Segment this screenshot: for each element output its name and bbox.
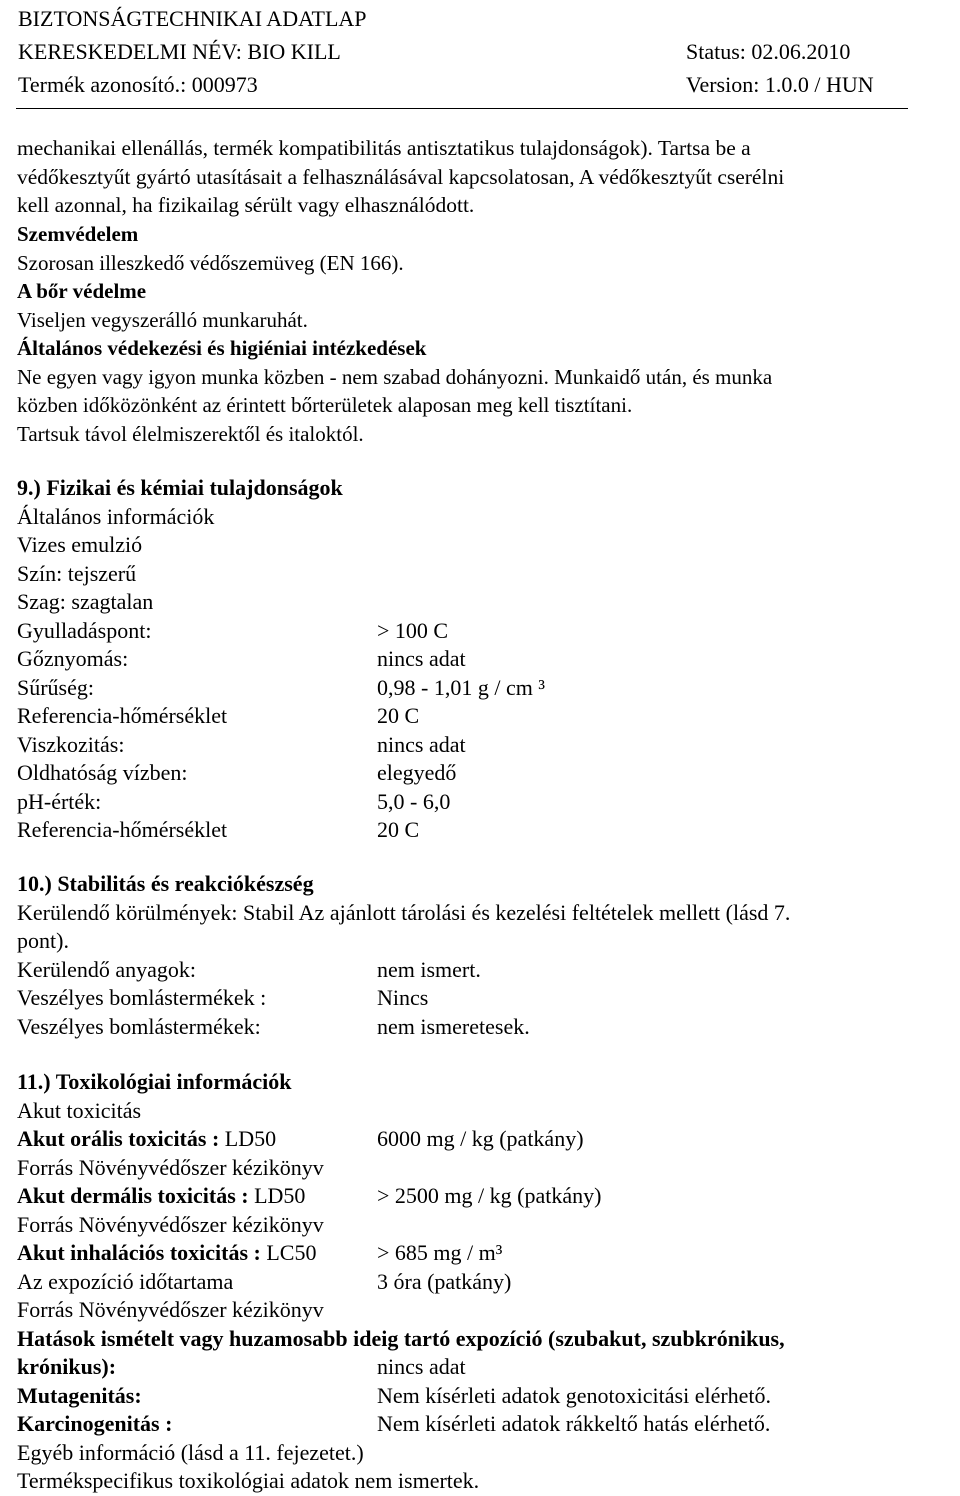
product-id: Termék azonosító.: 000973 — [18, 72, 258, 97]
property-row — [17, 816, 900, 845]
trade-name: KERESKEDELMI NÉV: BIO KILL — [18, 39, 341, 64]
stability-value: nem ismeretesek. — [377, 1013, 530, 1039]
property-label: pH-érték: — [17, 788, 102, 814]
source-line: Forrás Növényvédőszer kézikönyv — [17, 1297, 324, 1322]
property-row — [17, 702, 900, 731]
oral-toxicity-value: 6000 mg / kg (patkány) — [377, 1126, 584, 1151]
hygiene-text: Tartsuk távol élelmiszerektől és italoktól. — [17, 421, 364, 446]
section10 — [17, 870, 900, 1041]
header-divider — [16, 108, 908, 109]
inhalation-toxicity-type: LC50 — [260, 1240, 317, 1265]
inhalation-toxicity-row — [17, 1239, 900, 1268]
property-label: Referencia-hőmérséklet — [17, 703, 228, 728]
text-line: kell azonnal, ha fizikailag sérült vagy elhasználódott. — [17, 193, 475, 217]
property-label: Gőznyomás: — [17, 646, 129, 671]
status-date: Status: 02.06.2010 — [686, 39, 851, 64]
exposure-value: 3 óra (patkány) — [377, 1268, 512, 1294]
property-value: elegyedő — [377, 760, 457, 785]
repeated-exposure-heading: Hatások ismételt vagy huzamosabb ideig tartó expozíció (szubakut, szubkrónikus, — [17, 1325, 785, 1351]
carcinogenicity-value: Nem kísérleti adatok rákkeltő hatás elérhető. — [377, 1411, 771, 1436]
mutagenicity-value: Nem kísérleti adatok genotoxicitási elérhető. — [377, 1382, 772, 1408]
acute-toxicity: Akut toxicitás — [17, 1097, 142, 1123]
property-label: Gyulladáspont: — [17, 617, 152, 643]
exposure-row — [17, 1268, 900, 1297]
mutagenicity-row — [17, 1382, 900, 1411]
section9 — [17, 474, 900, 845]
dermal-toxicity-row — [17, 1182, 900, 1211]
hygiene-heading: Általános védekezési és higiéniai intézkedések — [17, 336, 427, 360]
property-row — [17, 674, 900, 703]
stability-label: Kerülendő anyagok: — [17, 956, 196, 982]
exposure-label: Az expozíció időtartama — [17, 1268, 234, 1294]
protection-block — [17, 220, 900, 448]
inhalation-toxicity-value: > 685 mg / m³ — [377, 1240, 503, 1265]
stability-value: nem ismert. — [377, 956, 481, 982]
source-line: Forrás Növényvédőszer kézikönyv — [17, 1154, 324, 1180]
property-value: > 100 C — [377, 617, 449, 643]
eye-protection-heading: Szemvédelem — [17, 222, 139, 246]
carcinogenicity-label: Karcinogenitás : — [17, 1411, 173, 1436]
header-product-row — [18, 70, 880, 100]
property-value: nincs adat — [377, 646, 466, 671]
dermal-toxicity-value: > 2500 mg / kg (patkány) — [377, 1183, 602, 1208]
repeated-exposure-value: nincs adat — [377, 1354, 466, 1379]
oral-toxicity-type: LD50 — [219, 1126, 277, 1151]
stability-row — [17, 956, 900, 985]
header-trade-name-row — [18, 37, 880, 67]
stability-value: Nincs — [377, 985, 429, 1010]
property-row — [17, 645, 900, 674]
conditions-text: pont). — [17, 928, 69, 953]
dermal-toxicity-type: LD50 — [248, 1183, 306, 1208]
property-value: 20 C — [377, 817, 420, 842]
section8-continuation — [17, 134, 900, 220]
document-title: BIZTONSÁGTECHNIKAI ADATLAP — [18, 6, 367, 31]
stability-label: Veszélyes bomlástermékek: — [17, 1013, 261, 1039]
general-info: Általános információk — [17, 503, 215, 529]
inhalation-toxicity-label: Akut inhalációs toxicitás : — [17, 1240, 261, 1265]
conditions-text: Kerülendő körülmények: Stabil Az ajánlott tárolási és kezelési feltételek mellett (lásd 7. — [17, 899, 791, 925]
oral-toxicity-row — [17, 1125, 900, 1154]
property-label: Referencia-hőmérséklet — [17, 817, 228, 842]
repeated-exposure-label: krónikus): — [17, 1354, 117, 1379]
eye-protection-text: Szorosan illeszkedő védőszemüveg (EN 166). — [17, 250, 404, 275]
property-row — [17, 788, 900, 817]
section10-heading: 10.) Stabilitás és reakciókészség — [17, 871, 314, 896]
dermal-toxicity-label: Akut dermális toxicitás : — [17, 1183, 249, 1208]
property-value: nincs adat — [377, 731, 466, 757]
odor: Szag: szagtalan — [17, 589, 154, 614]
text-line: mechanikai ellenállás, termék kompatibilitás antisztatikus tulajdonságok). Tartsa be a — [17, 136, 751, 160]
oral-toxicity-label: Akut orális toxicitás : — [17, 1126, 220, 1151]
product-specific-info: Termékspecifikus toxikológiai adatok nem ismertek. — [17, 1468, 480, 1493]
source-line: Forrás Növényvédőszer kézikönyv — [17, 1211, 324, 1237]
section11-heading: 11.) Toxikológiai információk — [17, 1069, 292, 1094]
color: Szín: tejszerű — [17, 560, 137, 586]
property-label: Viszkozitás: — [17, 731, 125, 757]
stability-row — [17, 1013, 900, 1042]
property-value: 20 C — [377, 703, 420, 728]
mutagenicity-label: Mutagenitás: — [17, 1382, 142, 1408]
hygiene-text: Ne egyen vagy igyon munka közben - nem szabad dohányozni. Munkaidő után, és munka — [17, 364, 773, 389]
property-label: Oldhatóság vízben: — [17, 760, 188, 785]
property-row — [17, 617, 900, 646]
section11 — [17, 1068, 900, 1496]
form: Vizes emulzió — [17, 532, 143, 557]
property-value: 0,98 - 1,01 g / cm ³ — [377, 674, 545, 700]
stability-row — [17, 984, 900, 1013]
repeated-exposure-row — [17, 1353, 900, 1382]
other-info: Egyéb információ (lásd a 11. fejezetet.) — [17, 1439, 364, 1465]
hygiene-text: közben időközönként az érintett bőrterületek alaposan meg kell tisztítani. — [17, 393, 633, 417]
stability-label: Veszélyes bomlástermékek : — [17, 985, 267, 1010]
section9-heading: 9.) Fizikai és kémiai tulajdonságok — [17, 475, 343, 500]
property-row — [17, 759, 900, 788]
carcinogenicity-row — [17, 1410, 900, 1439]
property-row — [17, 731, 900, 760]
property-label: Sűrűség: — [17, 674, 94, 700]
property-value: 5,0 - 6,0 — [377, 788, 451, 814]
text-line: védőkesztyűt gyártó utasításait a felhasználásával kapcsolatosan, A védőkesztyűt cserélni — [17, 164, 785, 189]
version: Version: 1.0.0 / HUN — [686, 72, 874, 97]
skin-protection-heading: A bőr védelme — [17, 279, 147, 303]
skin-protection-text: Viseljen vegyszerálló munkaruhát. — [17, 307, 308, 332]
